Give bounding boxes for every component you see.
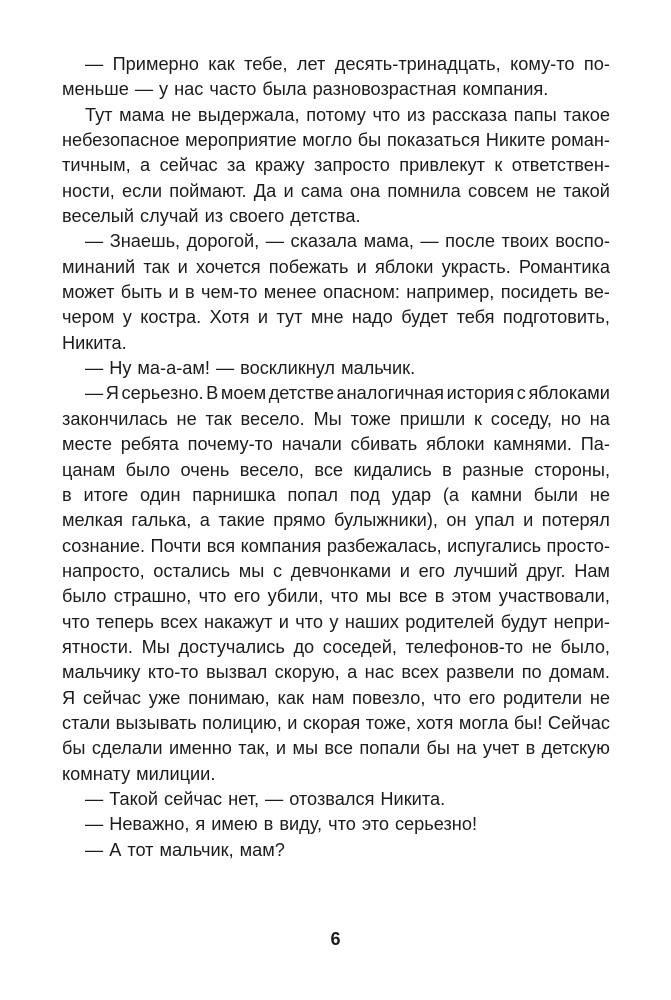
paragraph [62,838,610,863]
text-line: стали вызывать полицию, и скорая тоже, хотя могла бы! Сейчас [62,712,610,733]
text-line: что теперь всех накажут и что у наших родителей будут непри- [62,611,610,632]
text-line: мелкая галька, а такие прямо булыжники), он упал и потерял [62,510,610,531]
text-line: Я сейчас уже понимаю, как нам повезло, что его родители не [62,687,610,708]
body-text [62,52,610,863]
text-line: небезопасное мероприятие могло бы показаться Никите роман- [62,130,610,151]
text-line: напросто, остались мы с девчонками и его лучший друг. Нам [62,560,610,581]
text-line: — Неважно, я имею в виду, что это серьезно! [85,814,478,835]
text-line: — Знаешь, дорогой, — сказала мама, — после твоих воспо- [85,231,610,252]
text-line: цанам было очень весело, все кидались в разные стороны, [62,459,610,480]
text-line: — Такой сейчас нет, — отозвался Никита. [85,788,446,809]
text-line: ятности. Мы достучались до соседей, телефонов-то не было, [62,636,610,657]
text-line: сознание. Почти вся компания разбежалась, испугались просто- [62,535,610,556]
text-line: Тут мама не выдержала, потому что из рассказа папы такое [85,104,610,125]
paragraph [62,229,610,356]
text-line: закончилась не так весело. Мы тоже пришли к соседу, но на [62,408,610,429]
text-line: мальчику кто-то вызвал скорую, а нас всех развели по домам. [62,662,610,683]
text-line: — Я серьезно. В моем детстве аналогичная история с яблоками [85,383,610,404]
paragraph [62,52,610,103]
text-line: меньше — у нас часто была разновозрастная компания. [62,79,549,100]
text-line: Никита. [62,332,127,353]
text-line: веселый случай из своего детства. [62,206,361,227]
text-line: ности, если поймают. Да и сама она помнила совсем не такой [62,180,610,201]
text-line: может быть и в чем-то менее опасном: например, посидеть ве- [62,282,610,303]
text-line: — Ну ма-а-ам! — воскликнул мальчик. [85,358,416,379]
text-line: бы сделали именно так, и мы все попали бы на учет в детскую [62,738,610,759]
text-line: комнату милиции. [62,763,216,784]
text-line: месте ребята почему-то начали сбивать яблоки камнями. Па- [62,434,610,455]
paragraph [62,812,610,837]
text-line: — А тот мальчик, мам? [85,839,285,860]
text-line: минаний так и хочется побежать и яблоки украсть. Романтика [62,256,610,277]
paragraph [62,103,610,230]
text-line: — Примерно как тебе, лет десять-тринадцать, кому-то по- [85,54,610,74]
paragraph [62,356,610,381]
page-number: 6 [330,929,341,949]
paragraph [62,381,610,787]
paragraph [62,787,610,812]
text-line: в итоге один парнишка попал под удар (а камни были не [62,484,610,505]
text-line: было страшно, что его убили, что мы все в этом участвовали, [62,586,610,607]
text-line: тичным, а сейчас за кражу запросто привлекут к ответствен- [62,155,610,176]
text-line: чером у костра. Хотя и тут мне надо будет тебя подготовить, [62,307,610,328]
